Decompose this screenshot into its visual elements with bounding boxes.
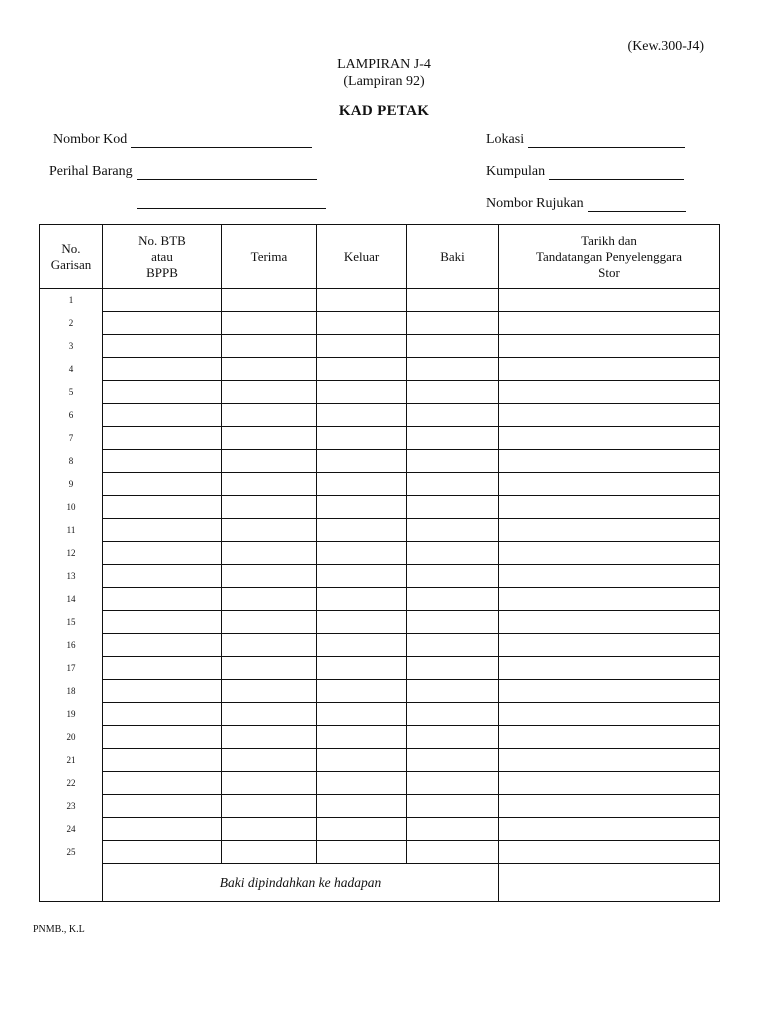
line-number: 3 (40, 335, 103, 358)
column-receipt-doc-number-line: No. BTB (138, 232, 186, 248)
table-cell[interactable] (317, 772, 407, 795)
table-cell[interactable] (317, 519, 407, 542)
table-cell[interactable] (103, 726, 222, 749)
table-cell[interactable] (317, 841, 407, 864)
line-number: 4 (40, 358, 103, 381)
table-cell[interactable] (407, 565, 499, 588)
table-cell[interactable] (222, 726, 317, 749)
table-cell[interactable] (499, 427, 720, 450)
table-cell[interactable] (407, 818, 499, 841)
table-cell[interactable] (103, 818, 222, 841)
column-issued-line: Keluar (343, 248, 380, 264)
carry-forward-blank (40, 864, 103, 902)
table-cell[interactable] (103, 634, 222, 657)
column-line-number (40, 225, 103, 289)
table-row (40, 427, 720, 450)
stock-card-table (39, 224, 720, 902)
table-cell[interactable] (407, 749, 499, 772)
table-cell[interactable] (407, 588, 499, 611)
table-cell[interactable] (222, 542, 317, 565)
table-cell[interactable] (407, 680, 499, 703)
column-receipt-doc-number-line: atau (151, 248, 173, 264)
table-cell[interactable] (499, 381, 720, 404)
table-row (40, 519, 720, 542)
table-cell[interactable] (222, 312, 317, 335)
table-row (40, 680, 720, 703)
table-cell[interactable] (317, 312, 407, 335)
item-description-blank[interactable] (137, 167, 317, 180)
table-cell[interactable] (103, 588, 222, 611)
table-cell[interactable] (222, 473, 317, 496)
table-row (40, 841, 720, 864)
table-row (40, 565, 720, 588)
table-cell[interactable] (499, 404, 720, 427)
group-label: Kumpulan (486, 164, 546, 179)
line-number: 22 (40, 772, 103, 795)
table-cell[interactable] (317, 473, 407, 496)
table-cell[interactable] (499, 565, 720, 588)
table-cell[interactable] (407, 841, 499, 864)
line-number: 15 (40, 611, 103, 634)
table-cell[interactable] (222, 496, 317, 519)
table-cell[interactable] (499, 818, 720, 841)
table-cell[interactable] (103, 657, 222, 680)
reference-number-blank[interactable] (588, 199, 686, 212)
line-number: 5 (40, 381, 103, 404)
table-cell[interactable] (317, 450, 407, 473)
column-line-number-line: Garisan (50, 256, 92, 272)
column-receipt-doc-number-line: BPPB (146, 264, 178, 280)
table-row (40, 404, 720, 427)
table-cell[interactable] (317, 335, 407, 358)
line-number: 8 (40, 450, 103, 473)
table-cell[interactable] (317, 726, 407, 749)
table-row (40, 335, 720, 358)
column-date-signature-line: Tarikh dan (581, 232, 637, 248)
table-cell[interactable] (407, 703, 499, 726)
code-number-label: Nombor Kod (53, 132, 128, 147)
table-cell[interactable] (103, 496, 222, 519)
table-cell[interactable] (222, 680, 317, 703)
table-cell[interactable] (222, 358, 317, 381)
column-line-number-line: No. (61, 240, 81, 256)
item-description-blank-2[interactable] (137, 196, 326, 209)
table-cell[interactable] (103, 427, 222, 450)
table-cell[interactable] (103, 335, 222, 358)
table-cell[interactable] (222, 634, 317, 657)
line-number: 7 (40, 427, 103, 450)
table-cell[interactable] (222, 749, 317, 772)
table-cell[interactable] (103, 289, 222, 312)
table-cell[interactable] (407, 611, 499, 634)
column-date-signature (499, 225, 720, 289)
table-cell[interactable] (407, 450, 499, 473)
table-cell[interactable] (317, 404, 407, 427)
reference-number-field[interactable] (486, 196, 686, 212)
location-label: Lokasi (486, 132, 525, 147)
table-cell[interactable] (407, 726, 499, 749)
carry-forward-signature-cell[interactable] (499, 864, 720, 902)
table-cell[interactable] (317, 496, 407, 519)
table-row (40, 542, 720, 565)
line-number: 9 (40, 473, 103, 496)
table-cell[interactable] (103, 703, 222, 726)
table-cell[interactable] (499, 703, 720, 726)
table-cell[interactable] (103, 772, 222, 795)
location-field[interactable] (486, 132, 685, 148)
reference-number-label: Nombor Rujukan (486, 196, 584, 211)
form-code-reference: (Kew.300-J4) (627, 39, 704, 54)
line-number: 25 (40, 841, 103, 864)
table-cell[interactable] (222, 335, 317, 358)
table-cell[interactable] (407, 657, 499, 680)
item-description-label: Perihal Barang (49, 164, 133, 179)
location-blank[interactable] (528, 135, 685, 148)
line-number: 12 (40, 542, 103, 565)
table-cell[interactable] (222, 657, 317, 680)
table-cell[interactable] (499, 450, 720, 473)
table-cell[interactable] (407, 312, 499, 335)
table-cell[interactable] (407, 542, 499, 565)
line-number: 1 (40, 289, 103, 312)
table-cell[interactable] (499, 496, 720, 519)
table-cell[interactable] (103, 611, 222, 634)
carry-forward-label: Baki dipindahkan ke hadapan (103, 864, 499, 902)
table-cell[interactable] (317, 749, 407, 772)
table-cell[interactable] (317, 634, 407, 657)
table-cell[interactable] (222, 795, 317, 818)
table-cell[interactable] (317, 657, 407, 680)
table-cell[interactable] (407, 473, 499, 496)
table-cell[interactable] (103, 749, 222, 772)
column-balance (407, 225, 499, 289)
table-row (40, 634, 720, 657)
table-cell[interactable] (103, 565, 222, 588)
table-cell[interactable] (499, 335, 720, 358)
table-row (40, 588, 720, 611)
table-row (40, 289, 720, 312)
table-cell[interactable] (222, 565, 317, 588)
table-cell[interactable] (222, 588, 317, 611)
table-cell[interactable] (407, 358, 499, 381)
table-cell[interactable] (317, 818, 407, 841)
carry-forward-row (40, 864, 720, 902)
line-number: 6 (40, 404, 103, 427)
table-row (40, 381, 720, 404)
table-cell[interactable] (222, 450, 317, 473)
table-cell[interactable] (222, 404, 317, 427)
table-cell[interactable] (499, 726, 720, 749)
table-row (40, 818, 720, 841)
table-cell[interactable] (407, 404, 499, 427)
table-cell[interactable] (499, 312, 720, 335)
table-cell[interactable] (407, 289, 499, 312)
line-number: 11 (40, 519, 103, 542)
table-cell[interactable] (103, 841, 222, 864)
line-number: 21 (40, 749, 103, 772)
table-cell[interactable] (499, 841, 720, 864)
table-cell[interactable] (407, 772, 499, 795)
code-number-blank[interactable] (131, 135, 312, 148)
table-cell[interactable] (103, 680, 222, 703)
table-row (40, 703, 720, 726)
table-cell[interactable] (499, 289, 720, 312)
table-cell[interactable] (407, 381, 499, 404)
item-description-continuation-field[interactable] (137, 196, 326, 209)
table-cell[interactable] (317, 680, 407, 703)
table-header-row (40, 225, 720, 289)
table-cell[interactable] (499, 358, 720, 381)
item-description-field[interactable] (49, 164, 317, 180)
table-cell[interactable] (499, 795, 720, 818)
table-cell[interactable] (499, 634, 720, 657)
table-row (40, 795, 720, 818)
table-cell[interactable] (103, 450, 222, 473)
table-cell[interactable] (317, 611, 407, 634)
line-number: 13 (40, 565, 103, 588)
table-cell[interactable] (222, 703, 317, 726)
table-cell[interactable] (222, 427, 317, 450)
line-number: 2 (40, 312, 103, 335)
table-cell[interactable] (499, 588, 720, 611)
column-receipt-doc-number (103, 225, 222, 289)
appendix-sub-label: (Lampiran 92) (343, 74, 425, 89)
table-row (40, 657, 720, 680)
table-row (40, 358, 720, 381)
table-cell[interactable] (222, 841, 317, 864)
table-row (40, 450, 720, 473)
table-cell[interactable] (407, 335, 499, 358)
table-row (40, 496, 720, 519)
table-row (40, 726, 720, 749)
table-cell[interactable] (499, 519, 720, 542)
table-row (40, 611, 720, 634)
table-cell[interactable] (222, 611, 317, 634)
table-cell[interactable] (103, 795, 222, 818)
table-cell[interactable] (317, 542, 407, 565)
table-cell[interactable] (222, 519, 317, 542)
table-cell[interactable] (499, 680, 720, 703)
code-number-field[interactable] (53, 132, 312, 148)
table-cell[interactable] (499, 473, 720, 496)
table-cell[interactable] (407, 519, 499, 542)
table-cell[interactable] (317, 427, 407, 450)
column-received (222, 225, 317, 289)
table-cell[interactable] (407, 427, 499, 450)
table-cell[interactable] (317, 289, 407, 312)
table-cell[interactable] (222, 818, 317, 841)
group-blank[interactable] (549, 167, 684, 180)
table-cell[interactable] (499, 657, 720, 680)
table-cell[interactable] (499, 542, 720, 565)
line-number: 19 (40, 703, 103, 726)
table-cell[interactable] (317, 381, 407, 404)
table-row (40, 749, 720, 772)
column-date-signature-line: Stor (598, 264, 620, 280)
line-number: 10 (40, 496, 103, 519)
table-row (40, 772, 720, 795)
table-cell[interactable] (407, 496, 499, 519)
table-row (40, 312, 720, 335)
appendix-label: LAMPIRAN J-4 (337, 57, 431, 72)
table-cell[interactable] (222, 772, 317, 795)
table-cell[interactable] (317, 588, 407, 611)
table-cell[interactable] (317, 703, 407, 726)
line-number: 16 (40, 634, 103, 657)
table-cell[interactable] (317, 795, 407, 818)
table-cell[interactable] (103, 542, 222, 565)
table-cell[interactable] (499, 611, 720, 634)
form-title: KAD PETAK (338, 103, 430, 119)
table-cell[interactable] (103, 358, 222, 381)
table-cell[interactable] (407, 634, 499, 657)
column-balance-line: Baki (440, 248, 465, 264)
table-cell[interactable] (407, 795, 499, 818)
table-row (40, 473, 720, 496)
table-cell[interactable] (317, 358, 407, 381)
line-number: 24 (40, 818, 103, 841)
line-number: 17 (40, 657, 103, 680)
table-cell[interactable] (103, 404, 222, 427)
table-cell[interactable] (103, 312, 222, 335)
table-cell[interactable] (499, 772, 720, 795)
table-cell[interactable] (222, 381, 317, 404)
table-cell[interactable] (103, 519, 222, 542)
printer-credit: PNMB., K.L (33, 924, 85, 935)
column-received-line: Terima (250, 248, 288, 264)
table-cell[interactable] (103, 381, 222, 404)
table-cell[interactable] (317, 565, 407, 588)
table-cell[interactable] (103, 473, 222, 496)
line-number: 14 (40, 588, 103, 611)
group-field[interactable] (486, 164, 684, 180)
column-date-signature-line: Tandatangan Penyelenggara (536, 248, 682, 264)
column-issued (317, 225, 407, 289)
line-number: 18 (40, 680, 103, 703)
line-number: 20 (40, 726, 103, 749)
table-cell[interactable] (499, 749, 720, 772)
line-number: 23 (40, 795, 103, 818)
table-cell[interactable] (222, 289, 317, 312)
